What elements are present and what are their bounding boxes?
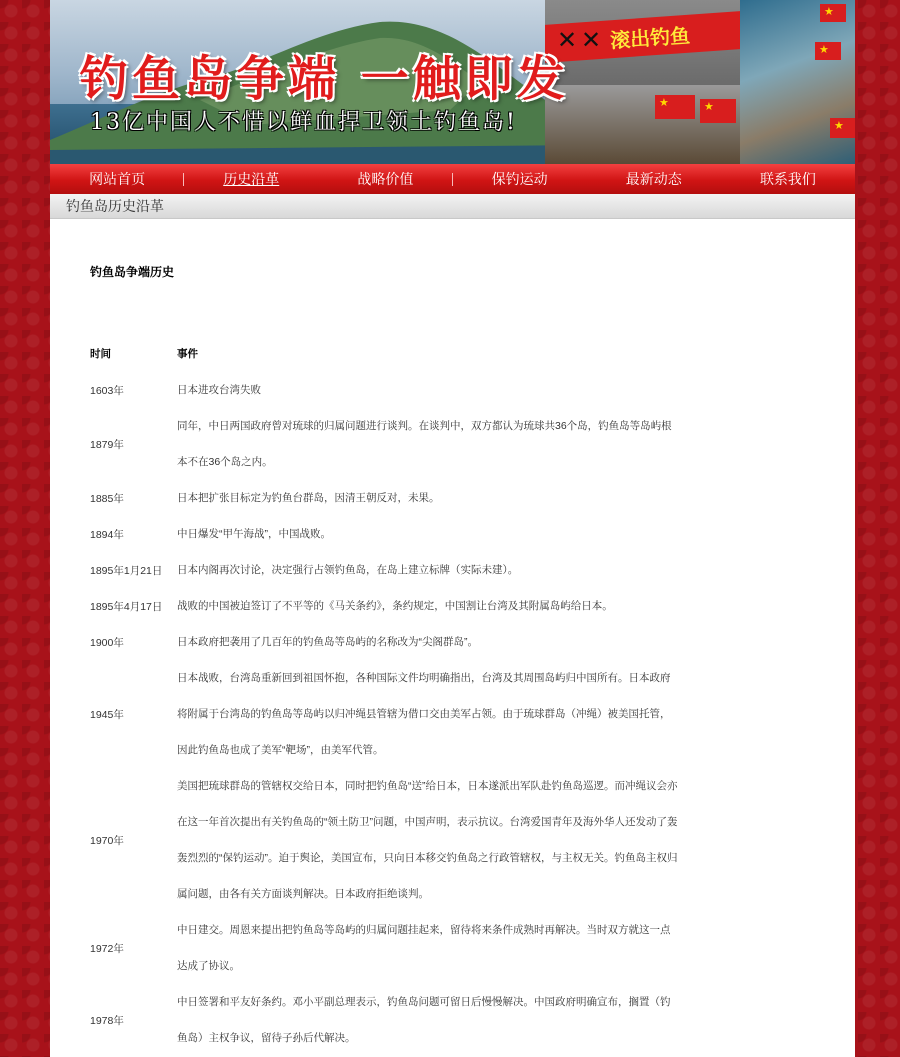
nav-item-label: 联系我们 <box>759 171 816 187</box>
column-header-time: 时间 <box>90 348 111 360</box>
table-row <box>90 408 680 480</box>
column-header-event: 事件 <box>177 347 198 360</box>
main-nav <box>50 164 855 194</box>
table-row <box>90 516 680 552</box>
nav-item-baodiao[interactable] <box>453 164 587 194</box>
history-table <box>90 335 680 1056</box>
row-event: 美国把琉球群岛的管辖权交给日本，同时把钓鱼岛“送”给日本，日本遂派出军队赴钓鱼岛巡逻。而冲绳议会亦在这一年首次提出有关钓鱼岛的“领土防卫”问题，中国声明，表示抗议。台湾爱国青年及海外华人还发动了轰轰烈烈的“保钓运动”。迫于舆论，美国宣布，只向日本移交钓鱼岛之行政管辖权，与主权无关。钓鱼岛主权归属问题，由各有关方面谈判解决。日本政府拒绝谈判。 <box>177 780 678 900</box>
banner-title: 钓鱼岛争端 一触即发 <box>80 51 569 107</box>
row-time: 1879年 <box>90 438 124 451</box>
nav-item-label: 最新动态 <box>625 171 682 187</box>
row-event: 中日签署和平友好条约。邓小平副总理表示，钓鱼岛问题可留日后慢慢解决。中国政府明确宣布，搁置（钓鱼岛）主权争议，留待子孙后代解决。 <box>177 996 671 1044</box>
rally-photo <box>545 85 740 164</box>
nav-item-label: 网站首页 <box>89 171 146 187</box>
row-time: 1900年 <box>90 636 124 649</box>
page-container <box>50 0 855 1057</box>
banner-subtitle: 13亿中国人不惜以鲜血捍卫领土钓鱼岛! <box>90 110 517 135</box>
table-header-row <box>90 335 680 372</box>
row-time: 1895年4月17日 <box>90 600 163 613</box>
row-event: 战败的中国被迫签订了不平等的《马关条约》，条约规定，中国割让台湾及其附属岛屿给日本。 <box>177 600 613 612</box>
row-event: 日本把扩张目标定为钓鱼台群岛，因清王朝反对，未果。 <box>177 492 440 504</box>
nav-item-news[interactable] <box>587 164 721 194</box>
nav-item-label: 历史沿革 <box>223 171 280 187</box>
nav-item-strategic-value[interactable] <box>318 164 452 194</box>
row-time: 1885年 <box>90 492 124 505</box>
table-row <box>90 588 680 624</box>
page-title: 钓鱼岛争端历史 <box>90 265 175 279</box>
table-row <box>90 984 680 1056</box>
table-row <box>90 372 680 408</box>
protest-banner-text: 滚出钓鱼 <box>609 23 691 53</box>
nav-item-history[interactable] <box>184 164 318 194</box>
table-row <box>90 912 680 984</box>
row-time: 1972年 <box>90 942 124 955</box>
protest-photo: ✕ ✕ 滚出钓鱼 <box>545 0 740 85</box>
nav-item-label: 保钓运动 <box>491 171 548 187</box>
row-event: 中日爆发“甲午海战”，中国战败。 <box>177 528 331 540</box>
row-event: 日本内阁再次讨论，决定强行占领钓鱼岛，在岛上建立标牌（实际未建）。 <box>177 564 519 576</box>
row-event: 日本进攻台湾失败 <box>177 384 261 396</box>
header-banner <box>50 0 855 164</box>
row-time: 1895年1月21日 <box>90 564 163 577</box>
row-event: 日本战败，台湾岛重新回到祖国怀抱，各种国际文件均明确指出，台湾及其周围岛屿归中国所有。日本政府将附属于台湾岛的钓鱼岛等岛屿以归冲绳县管辖为借口交由美军占领。由于琉球群岛（冲绳）被美国托管，因此钓鱼岛也成了美军“靶场”，由美军代管。 <box>177 672 671 756</box>
island-landing-photo <box>740 0 855 164</box>
row-event: 同年，中日两国政府曾对琉球的归属问题进行谈判。在谈判中，双方都认为琉球共36个岛，钓鱼岛等岛屿根本不在36个岛之内。 <box>177 420 672 468</box>
nav-item-home[interactable] <box>50 164 184 194</box>
nav-item-contact[interactable] <box>721 164 855 194</box>
breadcrumb <box>50 194 855 219</box>
table-row <box>90 660 680 768</box>
table-row <box>90 768 680 912</box>
row-event: 中日建交。周恩来提出把钓鱼岛等岛屿的归属问题挂起来，留待将来条件成熟时再解决。当时双方就这一点达成了协议。 <box>177 924 671 972</box>
row-event: 日本政府把袭用了几百年的钓鱼岛等岛屿的名称改为“尖阁群岛”。 <box>177 636 478 648</box>
table-row <box>90 480 680 516</box>
row-time: 1894年 <box>90 528 124 541</box>
table-row <box>90 624 680 660</box>
row-time: 1978年 <box>90 1014 124 1027</box>
table-row <box>90 552 680 588</box>
row-time: 1603年 <box>90 384 124 397</box>
nav-item-label: 战略价值 <box>357 171 414 187</box>
row-time: 1970年 <box>90 834 124 847</box>
row-time: 1945年 <box>90 708 124 721</box>
breadcrumb-text: 钓鱼岛历史沿革 <box>66 198 164 214</box>
